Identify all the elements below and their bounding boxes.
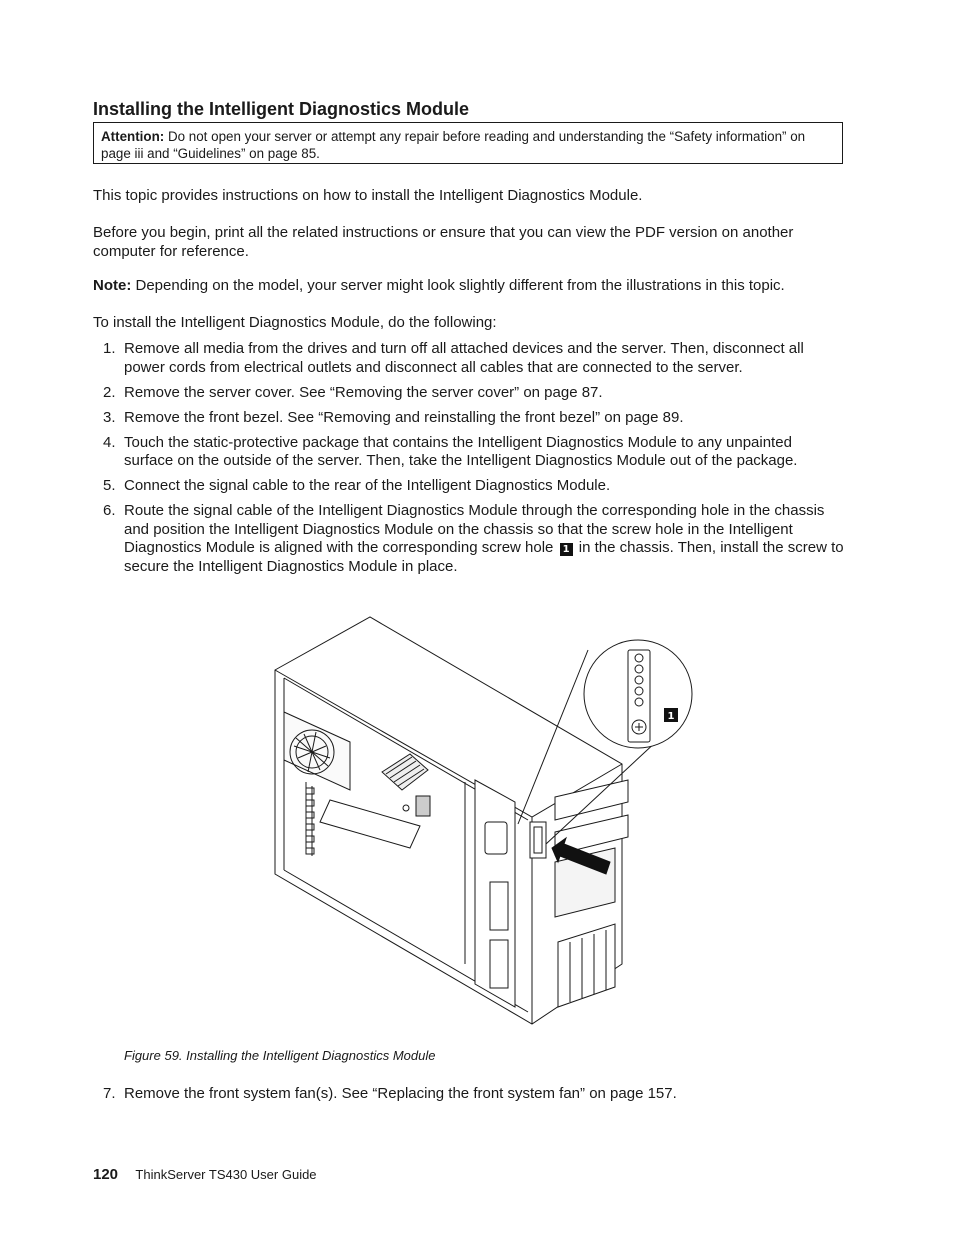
list-item — [93, 1085, 845, 1104]
list-item — [93, 384, 845, 403]
step-text: Remove all media from the drives and turn off all attached devices and the server. Then, disconnect all power cords from electrical outlets and disconnect all cables that are connected to the server. — [124, 340, 804, 376]
callout-1-badge: 1 — [560, 543, 573, 556]
before-begin-paragraph: Before you begin, print all the related instructions or ensure that you can view the PDF version on another computer for reference. — [93, 224, 794, 260]
note-label: Note: — [93, 277, 132, 294]
page-footer — [93, 1166, 317, 1183]
figure-caption: Figure 59. Installing the Intelligent Diagnostics Module — [124, 1048, 436, 1063]
step-text: Connect the signal cable to the rear of the Intelligent Diagnostics Module. — [124, 477, 611, 494]
step-number: 7. — [103, 1085, 116, 1102]
list-item — [93, 409, 845, 428]
step-number: 5. — [103, 477, 116, 494]
attention-box — [93, 122, 843, 164]
intro-paragraph: This topic provides instructions on how to install the Intelligent Diagnostics Module. — [93, 187, 643, 204]
step-number: 4. — [103, 433, 116, 451]
attention-text: Do not open your server or attempt any repair before reading and understanding the “Safety information” on page iii and “Guidelines” on page 85. — [101, 129, 806, 161]
step-text: Remove the server cover. See “Removing the server cover” on page 87. — [124, 383, 603, 401]
note-text: Depending on the model, your server might look slightly different from the illustrations in this topic. — [135, 277, 785, 294]
list-item — [93, 340, 845, 377]
document-title: ThinkServer TS430 User Guide — [135, 1167, 317, 1182]
step-number: 3. — [103, 408, 116, 426]
attention-label: Attention: — [101, 129, 165, 144]
step-text: Remove the front system fan(s). See “Replacing the front system fan” on page 157. — [124, 1085, 677, 1102]
step-number: 2. — [103, 383, 116, 401]
list-item — [93, 502, 845, 576]
section-title: Installing the Intelligent Diagnostics Module — [93, 99, 470, 119]
server-illustration — [270, 612, 700, 1030]
callout-1-label: 1 — [667, 711, 675, 722]
list-item — [93, 477, 845, 496]
diagnostics-module — [530, 822, 546, 858]
step-text: Touch the static-protective package that contains the Intelligent Diagnostics Module to any unpainted surface on the outside of the server. Then, take the Intelligent Diagnostics Module out of the package. — [124, 433, 798, 469]
step-text: Remove the front bezel. See “Removing and reinstalling the front bezel” on page 89. — [124, 408, 684, 426]
step-text-before: Route the signal cable of the Intelligent Diagnostics Module through the corresponding hole in the chassis and position the Intelligent Diagnostics Module on the chassis so that the screw hole in the Intelligent Diagnostics Module is aligned with the corresponding screw hole — [124, 502, 825, 556]
page-number: 120 — [93, 1166, 119, 1183]
lead-in-paragraph: To install the Intelligent Diagnostics Module, do the following: — [93, 314, 497, 331]
list-item — [93, 434, 845, 471]
step-text-after: in the chassis. Then, install the screw to secure the Intelligent Diagnostics Module in place. — [124, 539, 844, 575]
note-paragraph — [93, 277, 845, 296]
step-number: 6. — [103, 502, 116, 519]
steps-list — [93, 340, 845, 583]
step-number: 1. — [103, 340, 116, 357]
